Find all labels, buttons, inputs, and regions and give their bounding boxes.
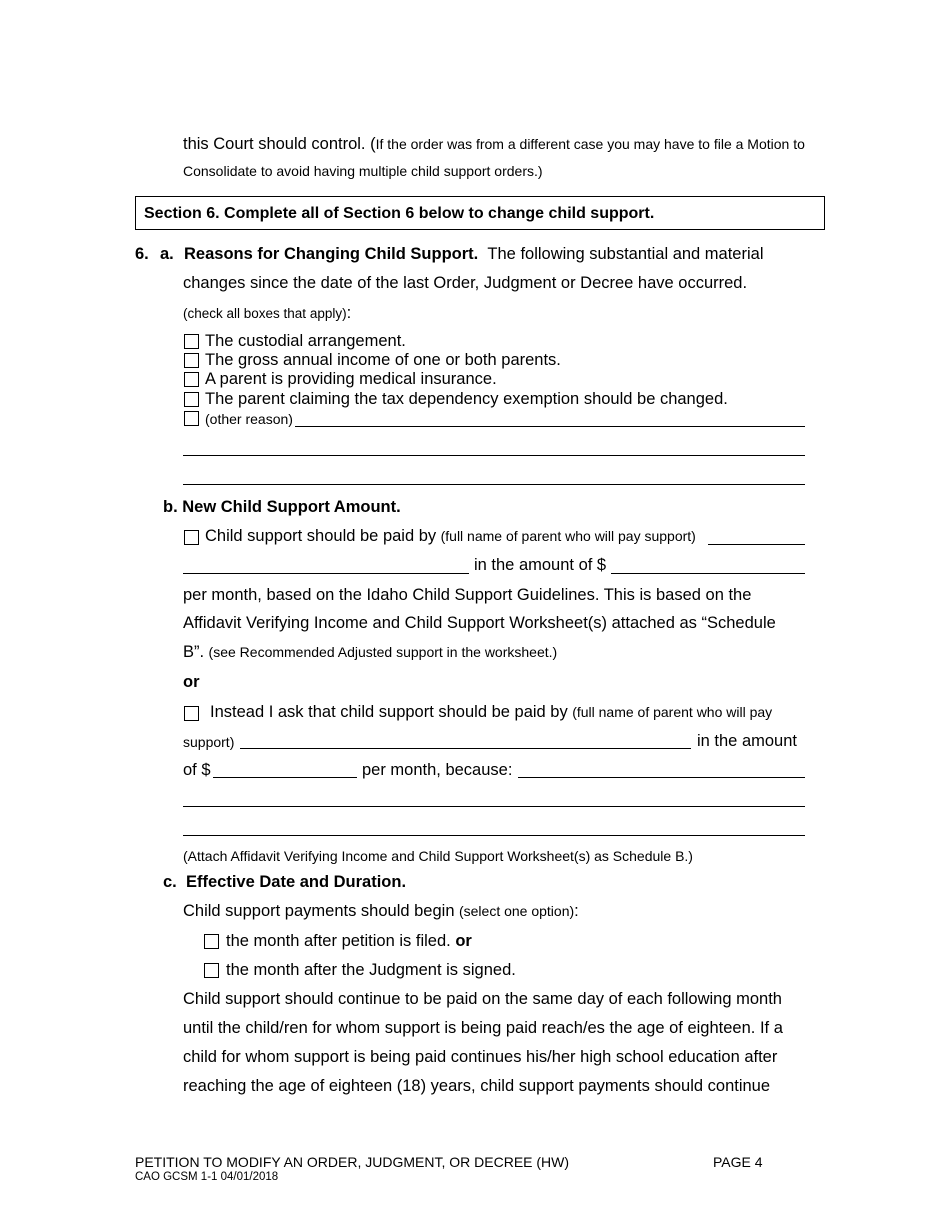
footer-code: CAO GCSM 1-1 04/01/2018 [135, 1171, 279, 1183]
part-b-para-3-small: (see Recommended Adjusted support in the worksheet.) [208, 644, 558, 660]
because-field[interactable] [518, 777, 805, 778]
part-b-option1-line [205, 527, 696, 546]
part-b-para-1: per month, based on the Idaho Child Support Guidelines. This is based on the [183, 586, 752, 604]
attach-note: (Attach Affidavit Verifying Income and Child Support Worksheet(s) as Schedule B.) [183, 848, 693, 864]
part-a-hint: (check all boxes that apply) [183, 306, 347, 321]
checkbox-custodial[interactable] [184, 334, 199, 349]
intro-main: this Court should control. ( [183, 135, 376, 153]
part-b-para-2: Affidavit Verifying Income and Child Support Worksheet(s) attached as “Schedule [183, 614, 776, 632]
instead-payer-field[interactable] [240, 748, 691, 749]
part-c-option1-line [226, 932, 472, 951]
option-tax-exemption: The parent claiming the tax dependency exemption should be changed. [205, 390, 728, 408]
part-c-para-1: Child support should continue to be paid on the same day of each following month [183, 990, 782, 1008]
other-reason-line-2[interactable] [183, 455, 805, 456]
instead-amount-field[interactable] [213, 777, 357, 778]
part-c-option2: the month after the Judgment is signed. [226, 961, 516, 979]
part-c-heading: Effective Date and Duration. [186, 873, 407, 891]
checkbox-gross-income[interactable] [184, 353, 199, 368]
option-custodial: The custodial arrangement. [205, 332, 406, 350]
option-other-reason: (other reason) [205, 411, 293, 427]
part-c-intro-line [183, 902, 579, 921]
amount-label: in the amount of $ [474, 556, 607, 574]
checkbox-instead[interactable] [184, 706, 199, 721]
part-c-para-2: until the child/ren for whom support is being paid reach/es the age of eighteen. If a [183, 1019, 783, 1037]
amount-label-2: in the amount [697, 732, 797, 750]
part-a-text-1: The following substantial and material [487, 245, 764, 263]
amount-field[interactable] [611, 573, 805, 574]
part-a-heading: Reasons for Changing Child Support. [184, 245, 479, 263]
part-c-para-3: child for whom support is being paid continues his/her high school education after [183, 1048, 778, 1066]
per-month-because-label: per month, because: [362, 761, 513, 779]
part-b-option2-hint-cont: support) [183, 734, 235, 750]
option-medical-insurance: A parent is providing medical insurance. [205, 370, 497, 388]
intro-line-2: Consolidate to avoid having multiple child support orders.) [183, 163, 543, 179]
part-c-option1-or: or [455, 932, 472, 950]
part-c-option1: the month after petition is filed. [226, 932, 451, 950]
checkbox-after-petition[interactable] [204, 934, 219, 949]
part-c-para-4: reaching the age of eighteen (18) years, child support payments should continue [183, 1077, 771, 1095]
part-a-hint-colon: : [346, 304, 352, 322]
other-reason-field[interactable] [295, 426, 805, 427]
checkbox-medical-insurance[interactable] [184, 372, 199, 387]
part-c-intro-hint: (select one option) [458, 903, 575, 919]
because-line-2[interactable] [183, 806, 805, 807]
because-line-3[interactable] [183, 835, 805, 836]
part-a-hint-line [183, 304, 351, 323]
payer-name-field[interactable] [708, 544, 805, 545]
checkbox-after-judgment[interactable] [204, 963, 219, 978]
footer-page: PAGE 4 [713, 1154, 763, 1170]
part-b-option1-hint: (full name of parent who will pay support) [440, 528, 696, 544]
part-b-para-3 [183, 643, 557, 662]
part-c-letter: c. [163, 873, 177, 891]
part-a-letter: a. [160, 245, 174, 263]
other-reason-line-3[interactable] [183, 484, 805, 485]
checkbox-tax-exemption[interactable] [184, 392, 199, 407]
part-b-para-3-main: B”. [183, 643, 205, 661]
intro-line-1 [183, 135, 805, 154]
part-b-option2-text: Instead I ask that child support should be paid by [210, 703, 568, 721]
part-c-intro-colon: : [574, 902, 579, 920]
checkbox-support-paid-by[interactable] [184, 530, 199, 545]
part-b-option2-hint: (full name of parent who will pay [572, 704, 773, 720]
part-b-heading: b. New Child Support Amount. [163, 498, 401, 516]
intro-small-1: If the order was from a different case you may have to file a Motion to [375, 136, 805, 152]
part-b-option2-line [210, 703, 772, 722]
part-a-text-2: changes since the date of the last Order, Judgment or Decree have occurred. [183, 274, 748, 292]
option-gross-income: The gross annual income of one or both parents. [205, 351, 561, 369]
part-c-intro: Child support payments should begin [183, 902, 455, 920]
section-header: Section 6. Complete all of Section 6 below to change child support. [144, 205, 655, 222]
checkbox-other-reason[interactable] [184, 411, 199, 426]
of-dollar-label: of $ [183, 761, 211, 779]
footer-title: PETITION TO MODIFY AN ORDER, JUDGMENT, OR DECREE (HW) [135, 1154, 570, 1170]
payer-name-field-cont[interactable] [183, 573, 469, 574]
part-a-line-1 [184, 245, 764, 264]
part-b-option1-text: Child support should be paid by [205, 527, 437, 545]
item-number: 6. [135, 245, 149, 263]
or-label: or [183, 673, 200, 691]
